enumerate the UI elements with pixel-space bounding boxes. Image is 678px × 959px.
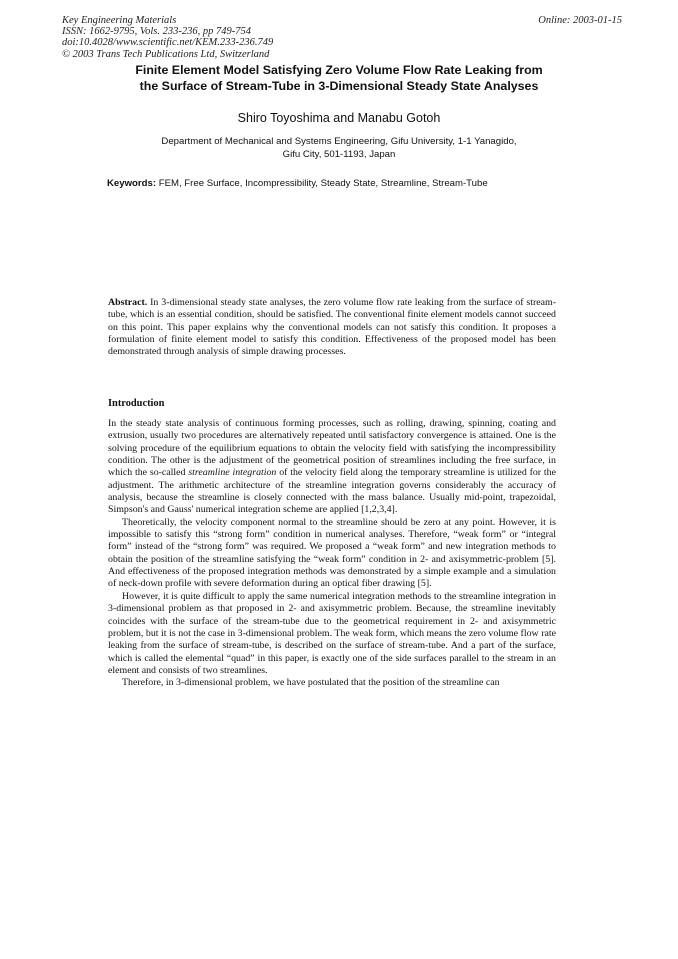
title-line-1: Finite Element Model Satisfying Zero Volume Flow Rate Leaking from [135, 63, 543, 77]
keywords-label: Keywords: [107, 178, 157, 189]
issn-line: ISSN: 1662-9795, Vols. 233-236, pp 749-754 [62, 26, 251, 38]
introduction-body [108, 418, 556, 690]
title-line-2: the Surface of Stream-Tube in 3-Dimensional Steady State Analyses [139, 78, 539, 93]
emphasis-streamline-integration: streamline integration [188, 467, 277, 479]
authors: Shiro Toyoshima and Manabu Gotoh [237, 111, 441, 125]
abstract-label: Abstract. [108, 297, 148, 308]
section-heading-introduction: Introduction [108, 398, 165, 409]
intro-paragraph-3: However, it is quite difficult to apply the same numerical integration methods to the streamline integration in 3-dimensional problem as that proposed in 2- and axisymmetric problem. Because, the streamline inevitably coincides with the surface of the stream-tube due to the geometrical requirement in 2- and axisymmetric problem, but it is not the case in 3-dimensional problem. The weak form, which means the zero volume flow rate leaking from the surface of stream-tube, is described on the surface of stream-tube. And a part of the surface, which is called the elemental “quad” in this paper, is exactly one of the side surfaces parallel to the stream in an element and consists of two streamlines. [108, 590, 556, 676]
online-date: Online: 2003-01-15 [538, 15, 622, 26]
affiliation-line-1: Department of Mechanical and Systems Engineering, Gifu University, 1-1 Yanagido, [161, 136, 517, 147]
doi-line: doi:10.4028/www.scientific.net/KEM.233-236.749 [62, 37, 274, 49]
copyright-line: © 2003 Trans Tech Publications Ltd, Switzerland [62, 48, 270, 60]
journal-name: Key Engineering Materials [62, 15, 177, 26]
paper-title [96, 63, 582, 94]
keywords [107, 178, 577, 189]
keywords-text: FEM, Free Surface, Incompressibility, Steady State, Streamline, Stream-Tube [158, 178, 488, 189]
abstract-text: In 3-dimensional steady state analyses, the zero volume flow rate leaking from the surface of stream-tube, which is an essential condition, should be satisfied. The conventional finite element models cannot succeed on this point. This paper explains why the conventional models can not satisfy this condition. It proposes a formulation of finite element model to satisfy this condition. Effectiveness of the proposed model has been demonstrated through analysis of simple drawing processes. [108, 297, 557, 358]
affiliation [96, 136, 582, 161]
intro-paragraph-2: Theoretically, the velocity component normal to the streamline should be zero at any point. However, it is impossible to satisfy this “strong form” condition in numerical analyses. Therefore, “weak form” or “integral form” instead of the “strong form” was required. We proposed a “weak form” and new integration methods to obtain the position of the streamline satisfying the “weak form” condition in 2- and axisymmetric-problem [5]. And effectiveness of the proposed integration methods was demonstrated by a simple example and a simulation of neck-down profile with severe deformation during an optical fiber drawing [5]. [108, 516, 556, 590]
intro-paragraph-1: In the steady state analysis of continuous forming processes, such as rolling, drawing, spinning, coating and extrusion, usually two procedures are alternatively repeated until satisfactory convergence is attained. One is the solving procedure of the equilibrium equations to obtain the velocity field with satisfying the incompressibility condition. The other is the adjustment of the geometrical position of streamlines including the free surface, in which the so-called streamline integration of the velocity field along the temporary streamline is utilized for the adjustment. The arithmetic architecture of the streamline integration governs considerably the accuracy of analysis, because the streamline is closely connected with the mass balance. Usually mid-point, trapezoidal, Simpson's and Gauss' numerical integration scheme are applied [1,2,3,4]. [108, 418, 556, 516]
intro-paragraph-4: Therefore, in 3-dimensional problem, we have postulated that the position of the streamline can [122, 677, 500, 689]
abstract [108, 297, 556, 359]
affiliation-line-2: Gifu City, 501-1193, Japan [282, 148, 396, 160]
journal-header [62, 15, 622, 60]
